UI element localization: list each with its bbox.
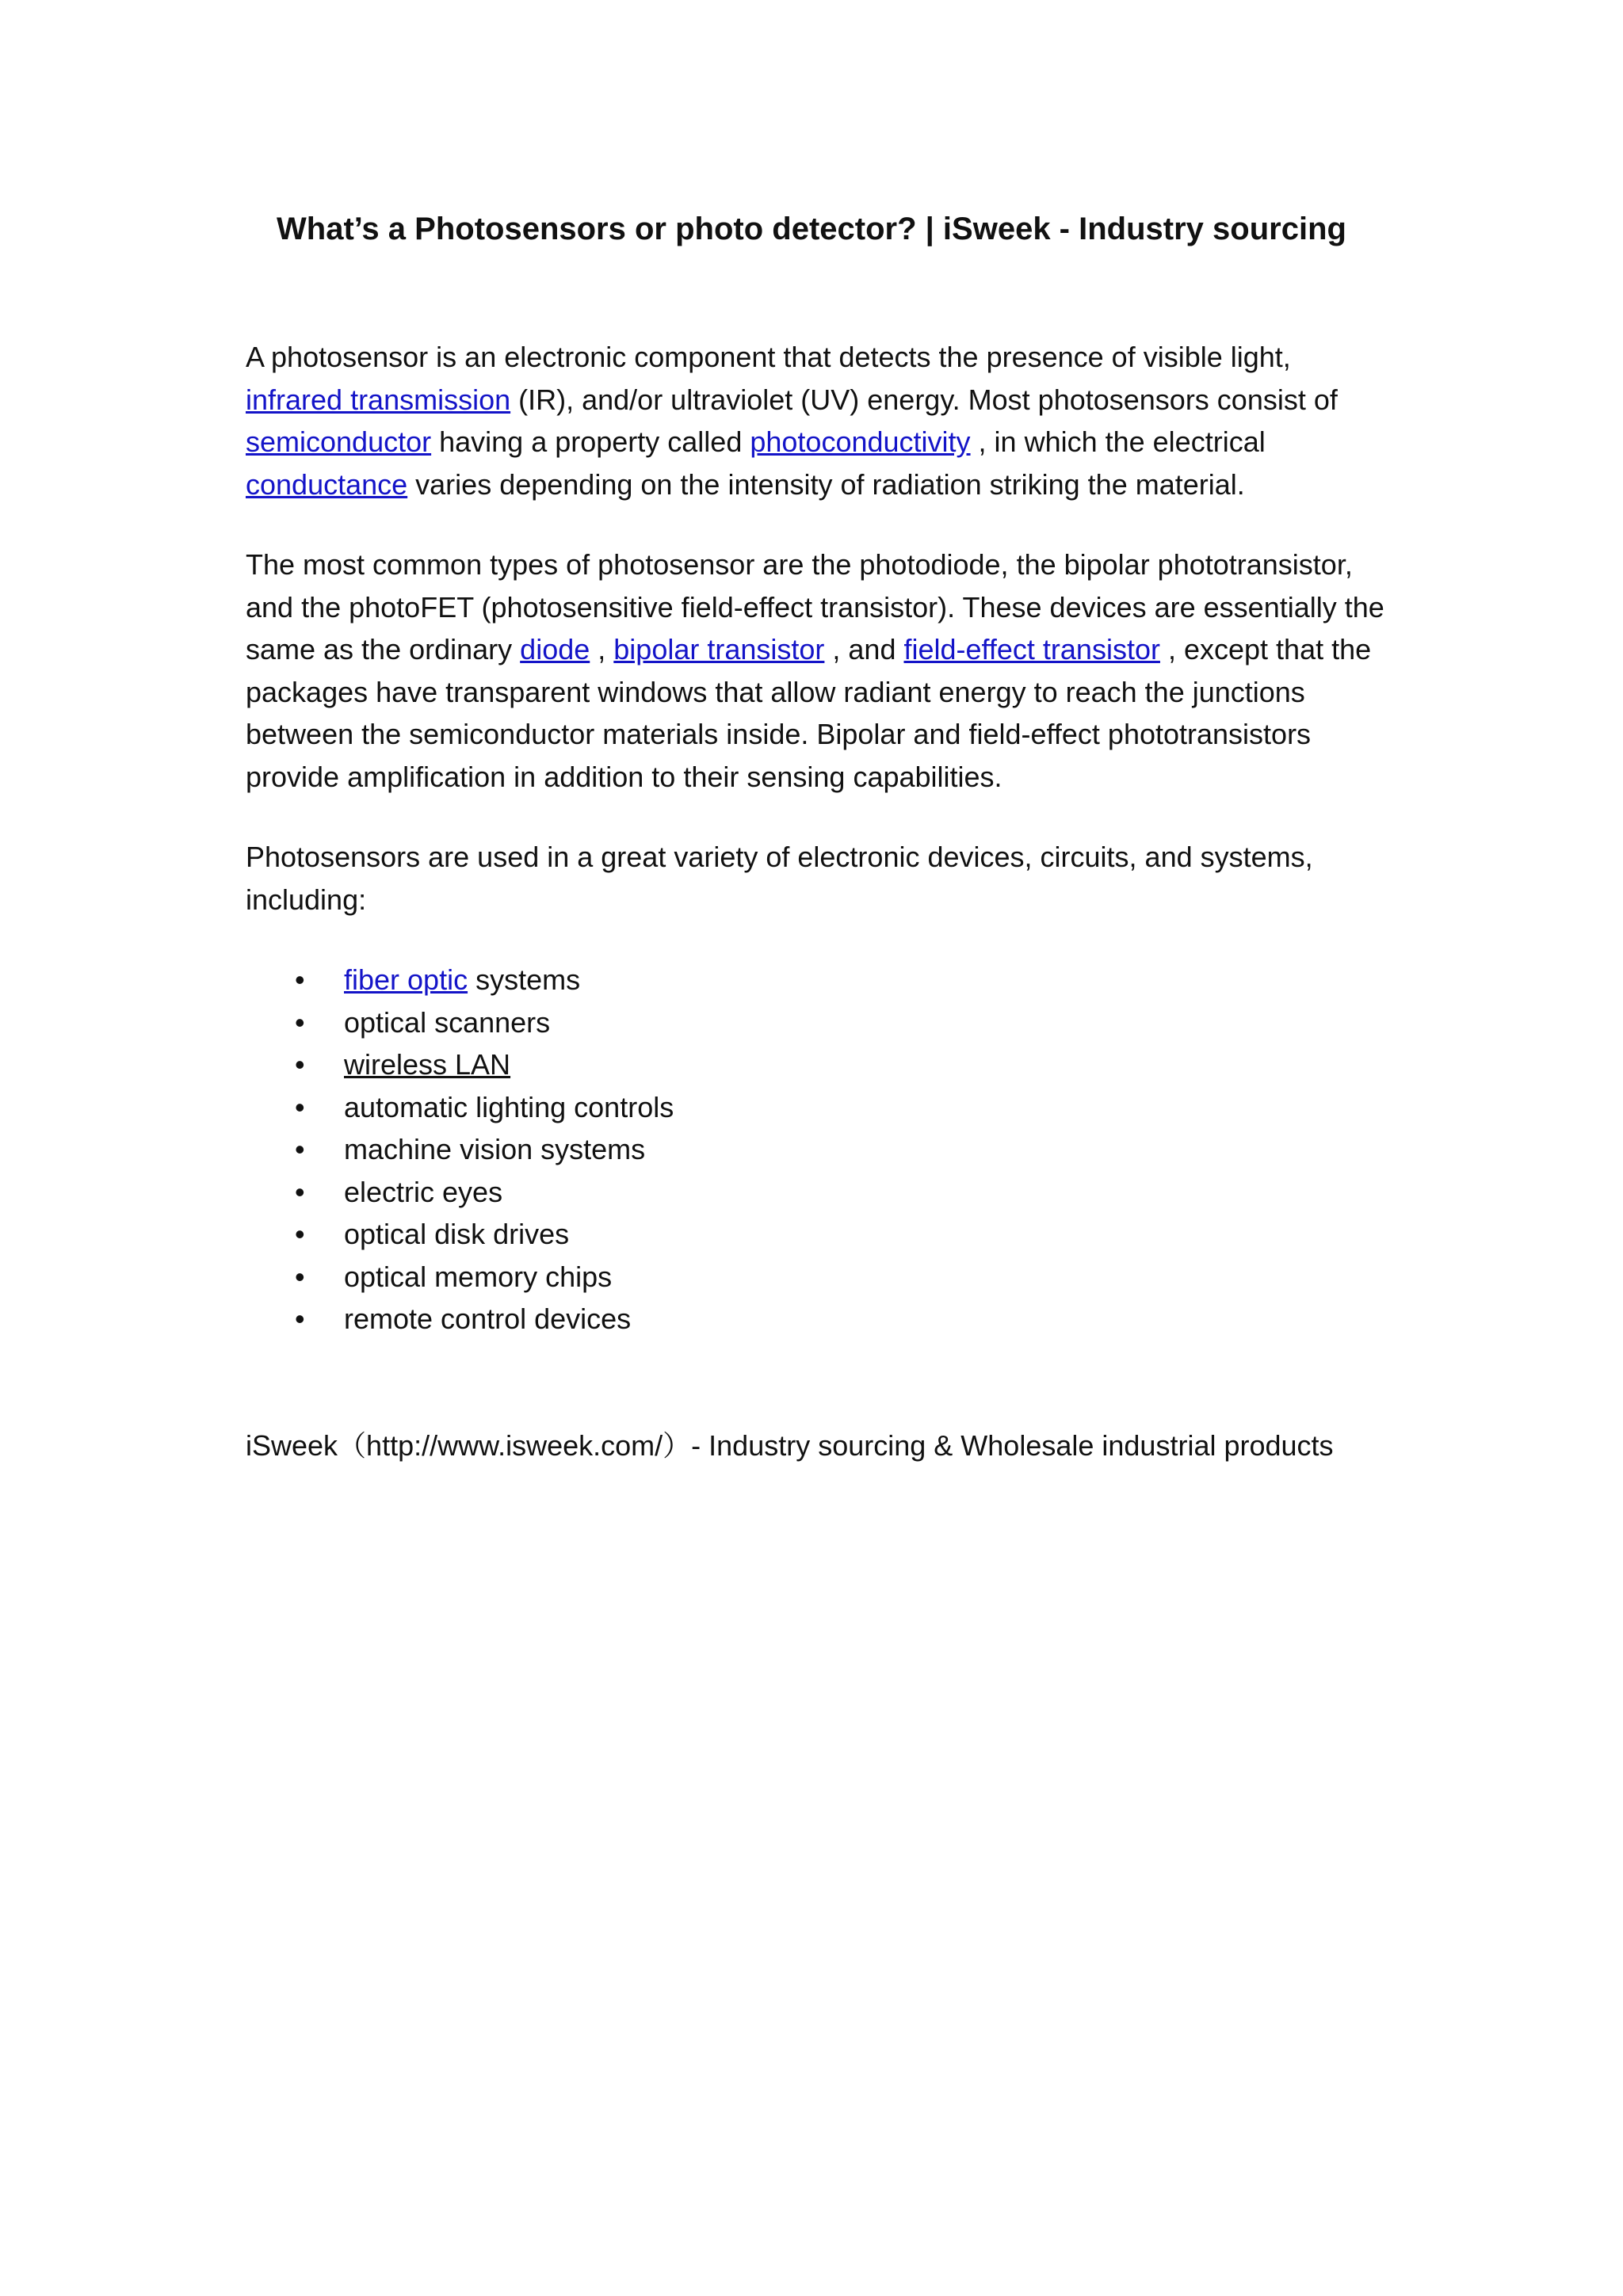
article-body [246,336,1387,1341]
link-field-effect-transistor[interactable]: field-effect transistor [903,633,1160,666]
paragraph-text: The most common types of photosensor are the photodiode, the bipolar phototransistor, and the photoFET (photosensitive field-effect transistor). These devices are essentially the same as the ordinary [246,548,1384,666]
link-bipolar-transistor[interactable]: bipolar transistor [613,633,825,666]
paragraph-text: , and [824,633,904,666]
list-item-text: electric eyes [344,1175,503,1208]
list-item-text: optical scanners [344,1005,551,1039]
paragraph-text: , except that the packages have transparent windows that allow radiant energy to reach the junctions between the semiconductor materials inside. Bipolar and field-effect phototransistors provide amplification in addition to their sensing capabilities. [246,633,1372,793]
list-item [246,959,1387,1001]
list-item [246,1043,1387,1086]
link-diode[interactable]: diode [520,633,590,666]
bullet-icon: • [295,1090,305,1123]
list-item [246,1001,1387,1044]
bullet-icon: • [295,1048,305,1081]
paragraph-text: having a property called [431,425,750,458]
link-fiber-optic[interactable]: fiber optic [344,963,468,996]
footer-source: iSweek（http://www.isweek.com/）- Industry sourcing & Wholesale industrial products [246,1429,1334,1462]
list-item [246,1213,1387,1256]
list-item-text: automatic lighting controls [344,1090,674,1123]
bullet-icon: • [295,1302,305,1335]
bullet-icon: • [295,963,305,996]
paragraph-text: , in which the electrical [970,425,1266,458]
link-wireless-lan[interactable]: wireless LAN [344,1048,511,1081]
list-item [246,1171,1387,1214]
bullet-icon: • [295,1218,305,1250]
link-conductance[interactable]: conductance [246,467,408,501]
bullet-icon: • [295,1133,305,1165]
link-semiconductor[interactable]: semiconductor [246,425,432,458]
list-item-text: remote control devices [344,1302,632,1335]
list-item-text: optical disk drives [344,1218,570,1250]
paragraph-uses-intro: Photosensors are used in a great variety of electronic devices, circuits, and systems, including: [246,841,1313,916]
link-infrared-transmission[interactable]: infrared transmission [246,383,511,416]
paragraph-text: varies depending on the intensity of radiation striking the material. [407,467,1245,501]
list-item-text: machine vision systems [344,1133,646,1165]
list-item [246,1298,1387,1341]
bullet-icon: • [295,1005,305,1039]
list-item [246,1086,1387,1129]
paragraph-intro [246,336,1387,505]
list-item-text: optical memory chips [344,1260,613,1293]
uses-list [246,959,1387,1341]
paragraph-text: (IR), and/or ultraviolet (UV) energy. Most photosensors consist of [510,383,1338,416]
paragraph-text: A photosensor is an electronic component that detects the presence of visible light, [246,341,1291,373]
paragraph-types [246,543,1387,798]
page-title: What’s a Photosensors or photo detector? | iSweek - Industry sourcing [277,212,1346,246]
link-photoconductivity[interactable]: photoconductivity [750,425,971,458]
bullet-icon: • [295,1175,305,1208]
bullet-icon: • [295,1260,305,1293]
list-item-text: systems [468,963,581,996]
list-item [246,1128,1387,1171]
paragraph-text: , [590,633,614,666]
list-item [246,1256,1387,1299]
